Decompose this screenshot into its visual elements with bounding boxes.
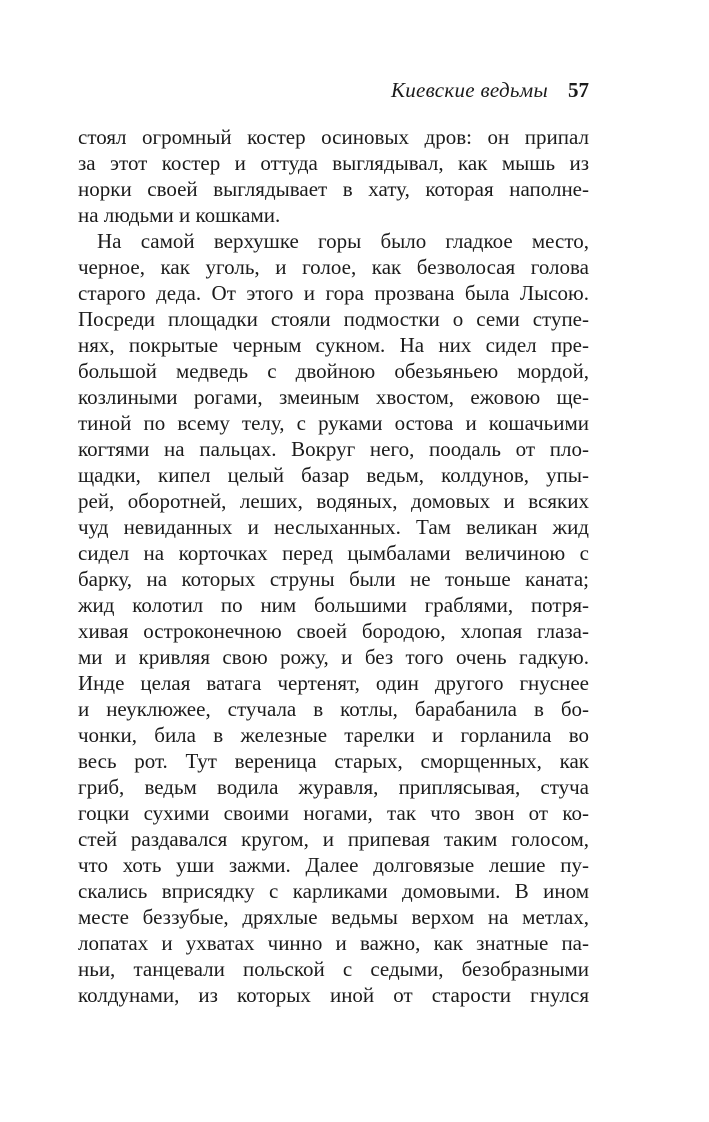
text-line: рей, оборотней, леших, водяных, домовых и всяких [78,489,589,513]
text-line: гриб, ведьм водила журавля, приплясывая, стуча [78,775,589,799]
chapter-title: Киевские ведьмы [390,78,548,102]
text-line: щадки, кипел целый базар ведьм, колдунов, упы- [78,463,589,487]
text-line: Посреди площадки стояли подмостки о семи ступе- [78,307,589,331]
text-line: норки своей выглядывает в хату, которая наполне- [78,177,589,201]
text-line: на людьми и кошками. [78,203,281,227]
page-number: 57 [568,78,589,102]
text-line: старого деда. От этого и гора прозвана была Лысою. [78,281,589,305]
text-line: большой медведь с двойною обезьяньею мордой, [78,359,589,383]
running-head [78,77,589,103]
text-line: чуд невиданных и неслыханных. Там великан жид [78,515,589,539]
text-line: сидел на корточках перед цымбалами величиною с [78,541,589,565]
text-line: жид колотил по ним большими граблями, потря- [78,593,589,617]
text-block [78,124,589,1008]
text-line: месте беззубые, дряхлые ведьмы верхом на метлах, [78,905,589,929]
text-line: чонки, била в железные тарелки и горланила во [78,723,589,747]
text-line: Инде целая ватага чертенят, один другого гнуснее [78,671,589,695]
text-line: ньи, танцевали польской с седыми, безобразными [78,957,589,981]
text-line: тиной по всему телу, с руками остова и кошачьими [78,411,589,435]
text-line: черное, как уголь, и голое, как безволосая голова [78,255,589,279]
text-line: хивая остроконечною своей бородою, хлопая глаза- [78,619,589,643]
text-line: что хоть уши зажми. Далее долговязые лешие пу- [78,853,589,877]
text-line: весь рот. Тут вереница старых, сморщенных, как [78,749,589,773]
text-line: барку, на которых струны были не тоньше каната; [78,567,589,591]
text-line: когтями на пальцах. Вокруг него, поодаль от пло- [78,437,589,461]
text-line: козлиными рогами, змеиным хвостом, ежовою ще- [78,385,589,409]
text-line: На самой верхушке горы было гладкое место, [97,229,589,253]
text-line: нях, покрытые черным сукном. На них сидел пре- [78,333,589,357]
text-line: гоцки сухими своими ногами, так что звон от ко- [78,801,589,825]
text-line: ми и кривляя свою рожу, и без того очень гадкую. [78,645,589,669]
text-line: скались вприсядку с карликами домовыми. В ином [78,879,589,903]
text-line: стоял огромный костер осиновых дров: он припал [78,125,589,149]
text-line: и неуклюжее, стучала в котлы, барабанила в бо- [78,697,589,721]
text-line: колдунами, из которых иной от старости гнулся [78,983,589,1007]
text-line: стей раздавался кругом, и припевая таким голосом, [78,827,589,851]
text-line: лопатах и ухватах чинно и важно, как знатные па- [78,931,589,955]
text-line: за этот костер и оттуда выглядывал, как мышь из [78,151,589,175]
